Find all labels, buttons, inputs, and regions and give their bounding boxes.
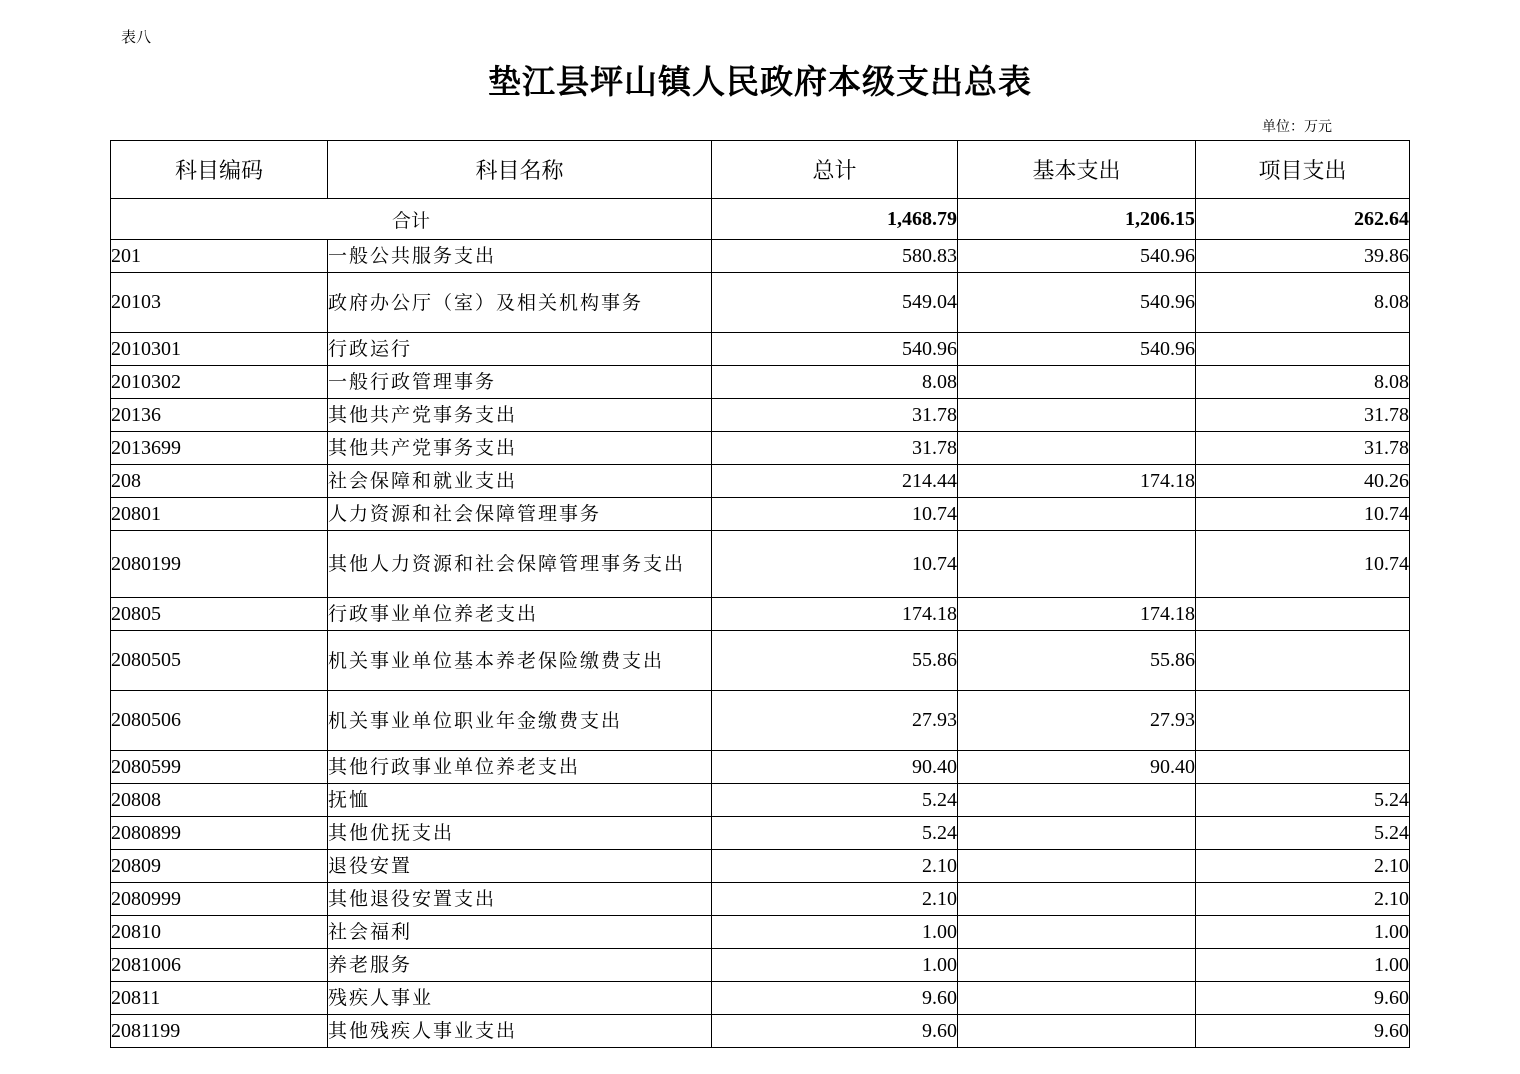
- table-number-label: 表八: [121, 28, 152, 46]
- row-total: 10.74: [712, 531, 958, 598]
- row-code: 2080505: [111, 631, 328, 691]
- row-total: 9.60: [712, 982, 958, 1015]
- row-total: 1.00: [712, 949, 958, 982]
- row-basic: 540.96: [958, 273, 1196, 333]
- row-total: 8.08: [712, 366, 958, 399]
- row-basic: [958, 883, 1196, 916]
- column-header-project: 项目支出: [1196, 141, 1410, 199]
- row-total: 31.78: [712, 399, 958, 432]
- row-name: 其他共产党事务支出: [328, 432, 712, 465]
- row-total: 214.44: [712, 465, 958, 498]
- row-name: 其他优抚支出: [328, 817, 712, 850]
- table-row: [111, 883, 1410, 916]
- table-row: [111, 399, 1410, 432]
- row-project: [1196, 691, 1410, 751]
- row-total: 10.74: [712, 498, 958, 531]
- row-name: 退役安置: [328, 850, 712, 883]
- row-basic: 174.18: [958, 598, 1196, 631]
- row-name: 社会福利: [328, 916, 712, 949]
- column-header-total: 总计: [712, 141, 958, 199]
- table-row: [111, 240, 1410, 273]
- row-name: 人力资源和社会保障管理事务: [328, 498, 712, 531]
- row-code: 2081199: [111, 1015, 328, 1048]
- table-row: [111, 850, 1410, 883]
- table-row: [111, 432, 1410, 465]
- row-basic: [958, 784, 1196, 817]
- row-project: 40.26: [1196, 465, 1410, 498]
- row-name: 养老服务: [328, 949, 712, 982]
- row-project: 5.24: [1196, 784, 1410, 817]
- row-project: 2.10: [1196, 850, 1410, 883]
- row-total: 549.04: [712, 273, 958, 333]
- row-project: [1196, 598, 1410, 631]
- row-code: 20810: [111, 916, 328, 949]
- row-project: 31.78: [1196, 399, 1410, 432]
- row-project: 2.10: [1196, 883, 1410, 916]
- row-total: 580.83: [712, 240, 958, 273]
- table-row: [111, 273, 1410, 333]
- row-code: 2080199: [111, 531, 328, 598]
- row-name: 抚恤: [328, 784, 712, 817]
- row-code: 2080506: [111, 691, 328, 751]
- table-row: [111, 498, 1410, 531]
- row-project: 39.86: [1196, 240, 1410, 273]
- table-row: [111, 916, 1410, 949]
- row-basic: [958, 432, 1196, 465]
- row-code: 20811: [111, 982, 328, 1015]
- row-code: 2013699: [111, 432, 328, 465]
- row-total: 55.86: [712, 631, 958, 691]
- row-basic: [958, 949, 1196, 982]
- table-row: [111, 1015, 1410, 1048]
- row-code: 2010301: [111, 333, 328, 366]
- row-total: 31.78: [712, 432, 958, 465]
- row-code: 20805: [111, 598, 328, 631]
- row-project: 9.60: [1196, 1015, 1410, 1048]
- table-row: [111, 333, 1410, 366]
- total-basic: 1,206.15: [958, 199, 1196, 240]
- row-name: 机关事业单位职业年金缴费支出: [328, 691, 712, 751]
- row-basic: [958, 817, 1196, 850]
- row-total: 5.24: [712, 817, 958, 850]
- row-name: 其他退役安置支出: [328, 883, 712, 916]
- row-total: 540.96: [712, 333, 958, 366]
- row-name: 残疾人事业: [328, 982, 712, 1015]
- column-header-code: 科目编码: [111, 141, 328, 199]
- table-row: [111, 366, 1410, 399]
- row-basic: [958, 366, 1196, 399]
- row-code: 2010302: [111, 366, 328, 399]
- row-basic: [958, 531, 1196, 598]
- row-basic: [958, 982, 1196, 1015]
- table-row: [111, 531, 1410, 598]
- row-total: 1.00: [712, 916, 958, 949]
- row-code: 208: [111, 465, 328, 498]
- table-header-row: [111, 141, 1410, 199]
- row-total: 90.40: [712, 751, 958, 784]
- table-row: [111, 598, 1410, 631]
- row-name: 其他行政事业单位养老支出: [328, 751, 712, 784]
- total-row: [111, 199, 1410, 240]
- row-project: [1196, 631, 1410, 691]
- row-project: 10.74: [1196, 498, 1410, 531]
- table-row: [111, 817, 1410, 850]
- total-sum: 1,468.79: [712, 199, 958, 240]
- row-total: 9.60: [712, 1015, 958, 1048]
- row-name: 行政运行: [328, 333, 712, 366]
- row-name: 行政事业单位养老支出: [328, 598, 712, 631]
- row-name: 一般公共服务支出: [328, 240, 712, 273]
- row-basic: 540.96: [958, 333, 1196, 366]
- row-code: 20801: [111, 498, 328, 531]
- table-row: [111, 949, 1410, 982]
- row-name: 社会保障和就业支出: [328, 465, 712, 498]
- row-total: 2.10: [712, 850, 958, 883]
- row-basic: [958, 1015, 1196, 1048]
- row-code: 20808: [111, 784, 328, 817]
- table-row: [111, 465, 1410, 498]
- row-basic: 90.40: [958, 751, 1196, 784]
- column-header-name: 科目名称: [328, 141, 712, 199]
- row-code: 2080899: [111, 817, 328, 850]
- table-row: [111, 691, 1410, 751]
- row-total: 27.93: [712, 691, 958, 751]
- row-project: 9.60: [1196, 982, 1410, 1015]
- row-basic: [958, 916, 1196, 949]
- row-project: [1196, 333, 1410, 366]
- row-basic: 55.86: [958, 631, 1196, 691]
- expenditure-table: [110, 140, 1410, 1048]
- row-total: 2.10: [712, 883, 958, 916]
- row-basic: 174.18: [958, 465, 1196, 498]
- row-project: 1.00: [1196, 916, 1410, 949]
- row-name: 政府办公厅（室）及相关机构事务: [328, 273, 712, 333]
- row-code: 2080999: [111, 883, 328, 916]
- row-project: 31.78: [1196, 432, 1410, 465]
- row-project: 8.08: [1196, 366, 1410, 399]
- unit-label: 单位：万元: [1262, 119, 1332, 135]
- row-total: 174.18: [712, 598, 958, 631]
- row-code: 201: [111, 240, 328, 273]
- row-name: 其他残疾人事业支出: [328, 1015, 712, 1048]
- total-label: 合计: [111, 199, 712, 240]
- row-basic: [958, 498, 1196, 531]
- row-project: 8.08: [1196, 273, 1410, 333]
- column-header-basic: 基本支出: [958, 141, 1196, 199]
- row-project: [1196, 751, 1410, 784]
- row-basic: [958, 399, 1196, 432]
- page-title: 垫江县坪山镇人民政府本级支出总表: [488, 62, 1032, 101]
- row-total: 5.24: [712, 784, 958, 817]
- row-basic: [958, 850, 1196, 883]
- row-code: 20809: [111, 850, 328, 883]
- row-name: 一般行政管理事务: [328, 366, 712, 399]
- row-code: 2081006: [111, 949, 328, 982]
- row-project: 10.74: [1196, 531, 1410, 598]
- row-project: 1.00: [1196, 949, 1410, 982]
- row-name: 其他共产党事务支出: [328, 399, 712, 432]
- total-project: 262.64: [1196, 199, 1410, 240]
- table-row: [111, 631, 1410, 691]
- table-row: [111, 784, 1410, 817]
- row-basic: 540.96: [958, 240, 1196, 273]
- row-code: 20136: [111, 399, 328, 432]
- row-project: 5.24: [1196, 817, 1410, 850]
- table-row: [111, 982, 1410, 1015]
- table-row: [111, 751, 1410, 784]
- row-code: 2080599: [111, 751, 328, 784]
- row-name: 机关事业单位基本养老保险缴费支出: [328, 631, 712, 691]
- row-code: 20103: [111, 273, 328, 333]
- row-name: 其他人力资源和社会保障管理事务支出: [328, 531, 712, 598]
- row-basic: 27.93: [958, 691, 1196, 751]
